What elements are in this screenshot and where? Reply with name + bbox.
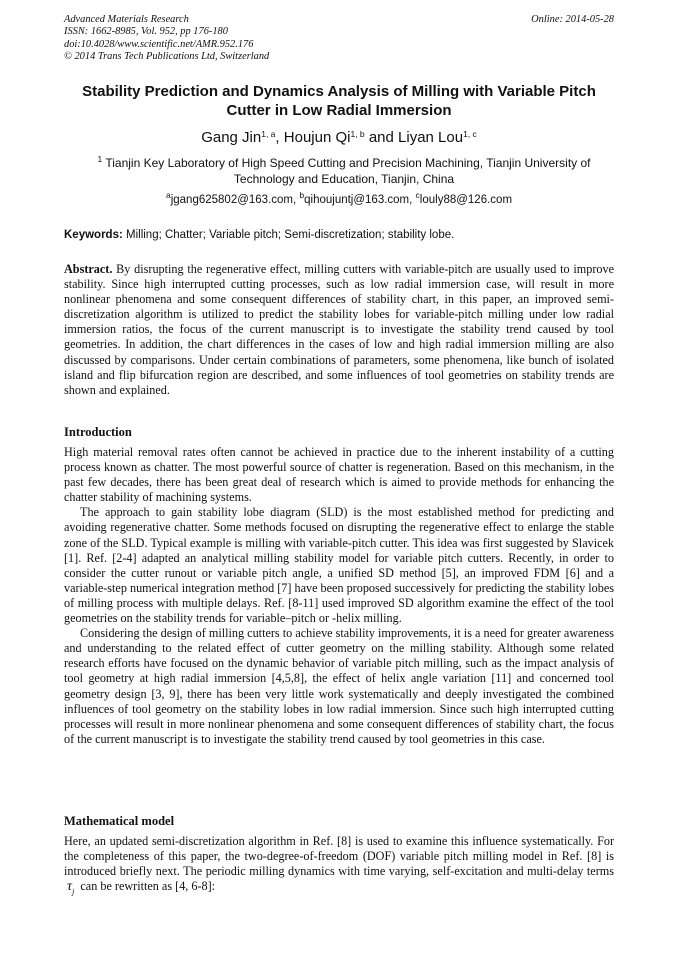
- author-list: [40, 129, 638, 147]
- email-sup: b: [299, 190, 305, 200]
- author-sep: ,: [275, 129, 284, 146]
- online-date: Online: 2014-05-28: [531, 14, 614, 25]
- email-sep: ,: [409, 194, 416, 206]
- email-address[interactable]: qihoujuntj@163.com: [304, 194, 410, 206]
- author-name: Gang Jin: [201, 129, 262, 146]
- math-model-body: [64, 834, 614, 899]
- email-list: [40, 190, 638, 208]
- email-address[interactable]: louly88@126.com: [419, 194, 513, 206]
- author-sup: 1, a: [261, 129, 276, 139]
- author-sup: 1, c: [463, 129, 477, 139]
- tau-symbol: $\tau_j$: [67, 879, 75, 897]
- paragraph: Considering the design of milling cutters to achieve stability improvements, it is a need for greater awareness and understanding to the related effect of cutter geometry on the milling stability. Although some related research efforts have focused on the dynamic behavior of variable pitch milling, such as the impact analysis of tool geometry at high radial immersion [4,5,8], the effect of helix angle variation [11] and concerned tool geometry design [3, 9], there has been very little work systematically and deeply investigated the combined influences of tool geometry on the stability lobes in low radial immersion. Since such high interrupted cutting processes will result in more nonlinear phenomena and some consequent differences of stability chart, the focus of the current manuscript is to investigate the stability trend caused by tool geometries in this case.: [64, 626, 614, 746]
- math-tail: can be rewritten as [4, 6-8]:: [80, 879, 216, 894]
- keywords-line: [64, 228, 614, 243]
- issn-line: ISSN: 1662-8985, Vol. 952, pp 176-180: [64, 26, 228, 38]
- math-model-heading: Mathematical model: [64, 814, 175, 828]
- paragraph: The approach to gain stability lobe diagram (SLD) is the most established method for predicting and avoiding regenerative chatter. Some methods focused on disrupting the regenerative effect to enlarge the stable zone of the SLD. Typical example is milling with variable-pitch cutter. This idea was first suggested by Slavicek [1]. Ref. [2-4] adapted an analytical milling stability model for variable pitch cutters. Recently, in order to consider the cutter runout or variable pitch angle, a unified SD method [5], an improved FDM [6] and a variable-step numerical integration method [7] have been proposed successively for predicting the stability lobes of milling process with multiple delays. Ref. [8-11] used improved SD algorithm examine the effect of the tool geometries on the stability trends for variable–pitch or -helix milling.: [64, 505, 614, 626]
- paragraph: [64, 834, 614, 899]
- affiliation: [80, 155, 608, 187]
- tau-subscript: j: [72, 887, 75, 897]
- copyright-line: © 2014 Trans Tech Publications Ltd, Switzerland: [64, 51, 270, 63]
- author-sup: 1, b: [350, 129, 365, 139]
- abstract-text: By disrupting the regenerative effect, milling cutters with variable-pitch are usually used to improve stability. Since high interrupted cutting processes, such as low radial immersion case, will result in more nonlinear phenomena and some consequent differences of stability chart, in this paper, an improved semi-discretization algorithm is utilized to predict the stability lobes for variable-pitch milling under low radial immersion ratios, the focus of the current manuscript is to investigate the stability trend caused by tool geometries. In addition, the chart differences in the cases of low and high radial immersion milling are also discussed by comparisons. Under certain combinations of parameters, some phenomena, like bunch of isolated island and flip bifurcation region are described, and some influences of tool geometries on stability trends are shown and explained.: [64, 262, 614, 397]
- author-name: Houjun Qi: [283, 129, 351, 146]
- introduction-body: [64, 445, 614, 747]
- email-sup: a: [165, 190, 171, 200]
- email-sep: ,: [293, 194, 300, 206]
- author-name: Liyan Lou: [398, 129, 464, 146]
- paragraph: High material removal rates often cannot be achieved in practice due to the inherent instability of a cutting process known as chatter. The most powerful source of chatter is regeneration. Based on this mechanism, in the past few decades, there has been great deal of research which is aimed to provide methods for enhancing the chatter stability of machining systems.: [64, 445, 614, 505]
- paper-title: Stability Prediction and Dynamics Analysis of Milling with Variable Pitch Cutter in Low Radial Immersion: [82, 83, 596, 119]
- introduction-heading: Introduction: [64, 425, 132, 439]
- email-sup: c: [415, 190, 420, 200]
- math-text: Here, an updated semi-discretization algorithm in Ref. [8] is used to examine this influence systematically. For the completeness of this paper, the two-degree-of-freedom (DOF) variable pitch milling model in Ref. [8] is introduced briefly next. The periodic milling dynamics with time varying, self-excitation and multi-delay terms: [64, 834, 614, 879]
- doi-line[interactable]: doi:10.4028/www.scientific.net/AMR.952.176: [64, 38, 254, 50]
- author-sep: and: [364, 129, 399, 146]
- email-address[interactable]: jgang625802@163.com: [170, 194, 293, 206]
- header-left: [64, 14, 269, 64]
- abstract-label: Abstract.: [64, 262, 113, 276]
- affiliation-sup: 1: [97, 154, 103, 164]
- journal-name: Advanced Materials Research: [64, 14, 189, 25]
- affiliation-text: Tianjin Key Laboratory of High Speed Cutting and Precision Machining, Tianjin University of Technology and Education, Tianjin, China: [105, 156, 591, 186]
- keywords-label: Keywords:: [64, 229, 123, 241]
- keywords-text: Milling; Chatter; Variable pitch; Semi-discretization; stability lobe.: [126, 229, 455, 241]
- abstract: [64, 262, 614, 398]
